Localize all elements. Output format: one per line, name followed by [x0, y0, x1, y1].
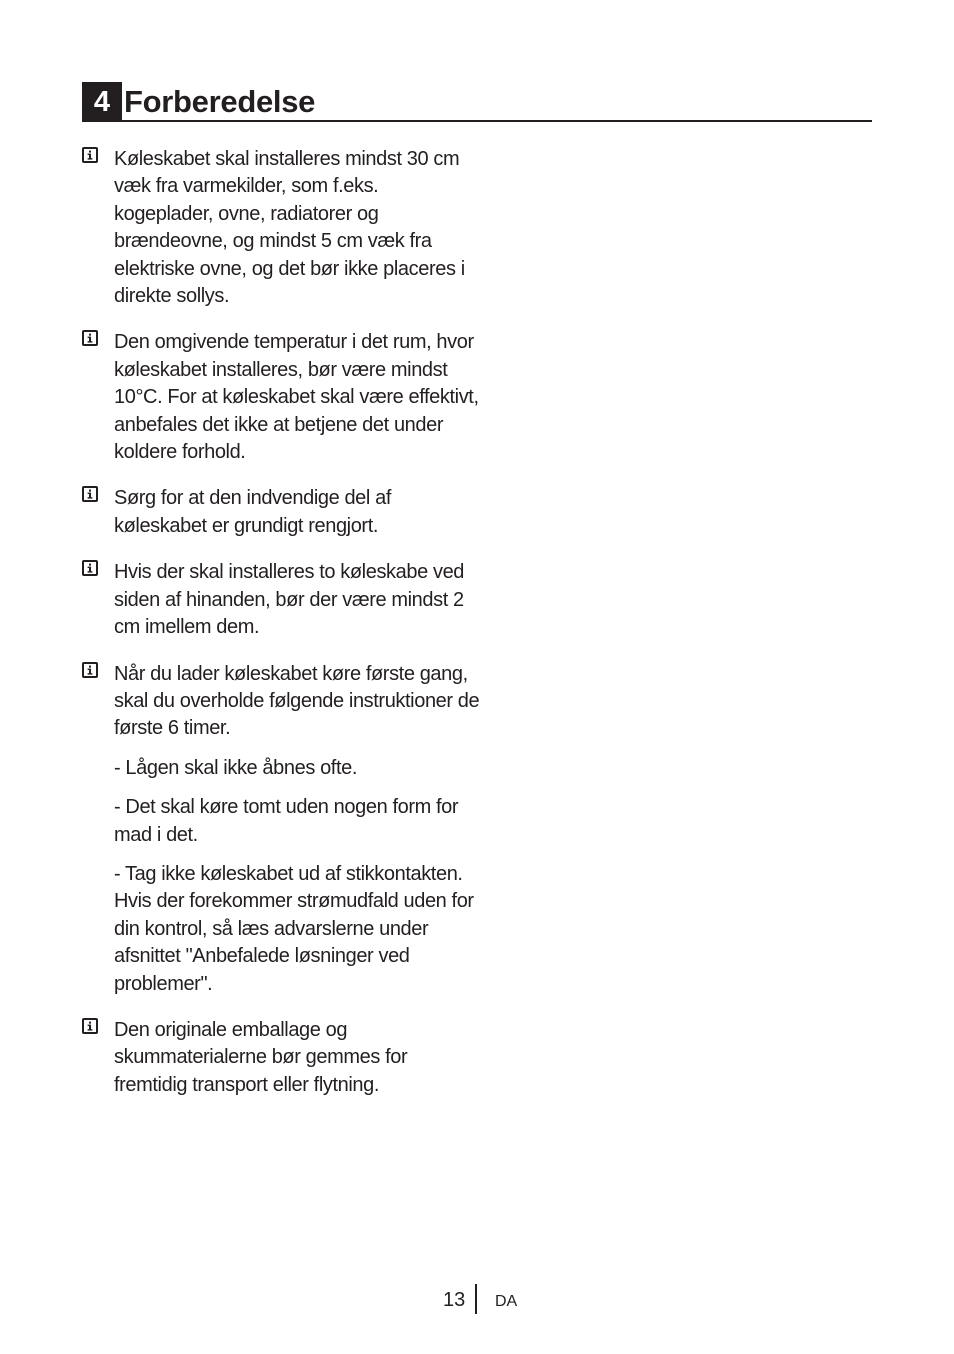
sub-instruction-text: - Lågen skal ikke åbnes ofte. [114, 756, 357, 779]
instruction-list [82, 146, 482, 1118]
info-icon [82, 662, 98, 678]
instruction-text: Sørg for at den indvendige del af køleskabet er grundigt rengjort. [114, 487, 391, 537]
footer-divider [475, 1284, 477, 1314]
instruction-item [82, 1017, 482, 1099]
instruction-text: Den omgivende temperatur i det rum, hvor køleskabet installeres, bør være mindst 10°C. For at køleskabet skal være effektivt, anbefales det ikke at betjene det under koldere forhold. [114, 331, 479, 464]
instruction-item [82, 661, 482, 998]
section-title: Forberedelse [124, 84, 316, 119]
info-icon [82, 147, 98, 163]
info-icon [82, 486, 98, 502]
section-heading [82, 82, 872, 122]
instruction-text: Den originale emballage og skummaterialerne bør gemmes for fremtidig transport eller flytning. [114, 1018, 408, 1096]
instruction-item [82, 146, 482, 310]
sub-instruction-text: - Tag ikke køleskabet ud af stikkontakten. Hvis der forekommer strømudfald uden for din kontrol, så læs advarslerne under afsnittet "Anbefalede løsninger ved problemer". [114, 862, 474, 995]
instruction-item [82, 485, 482, 540]
instruction-item [82, 329, 482, 466]
section-number: 4 [82, 82, 122, 120]
language-code: DA [495, 1293, 518, 1310]
info-icon [82, 330, 98, 346]
info-icon [82, 560, 98, 576]
instruction-text: Køleskabet skal installeres mindst 30 cm væk fra varmekilder, som f.eks. kogeplader, ovne, radiatorer og brændeovne, og mindst 5 cm væk fra elektriske ovne, og det bør ikke placeres i direkte sollys. [114, 148, 465, 308]
page-footer [0, 1284, 954, 1316]
sub-instruction-text: - Det skal køre tomt uden nogen form for mad i det. [114, 796, 459, 846]
instruction-text: Hvis der skal installeres to køleskabe ved siden af hinanden, bør der være mindst 2 cm imellem dem. [114, 561, 465, 639]
instruction-item [82, 559, 482, 641]
instruction-text: Når du lader køleskabet køre første gang, skal du overholde følgende instruktioner de første 6 timer. [114, 662, 480, 740]
info-icon [82, 1018, 98, 1034]
page-number: 13 [443, 1289, 466, 1311]
